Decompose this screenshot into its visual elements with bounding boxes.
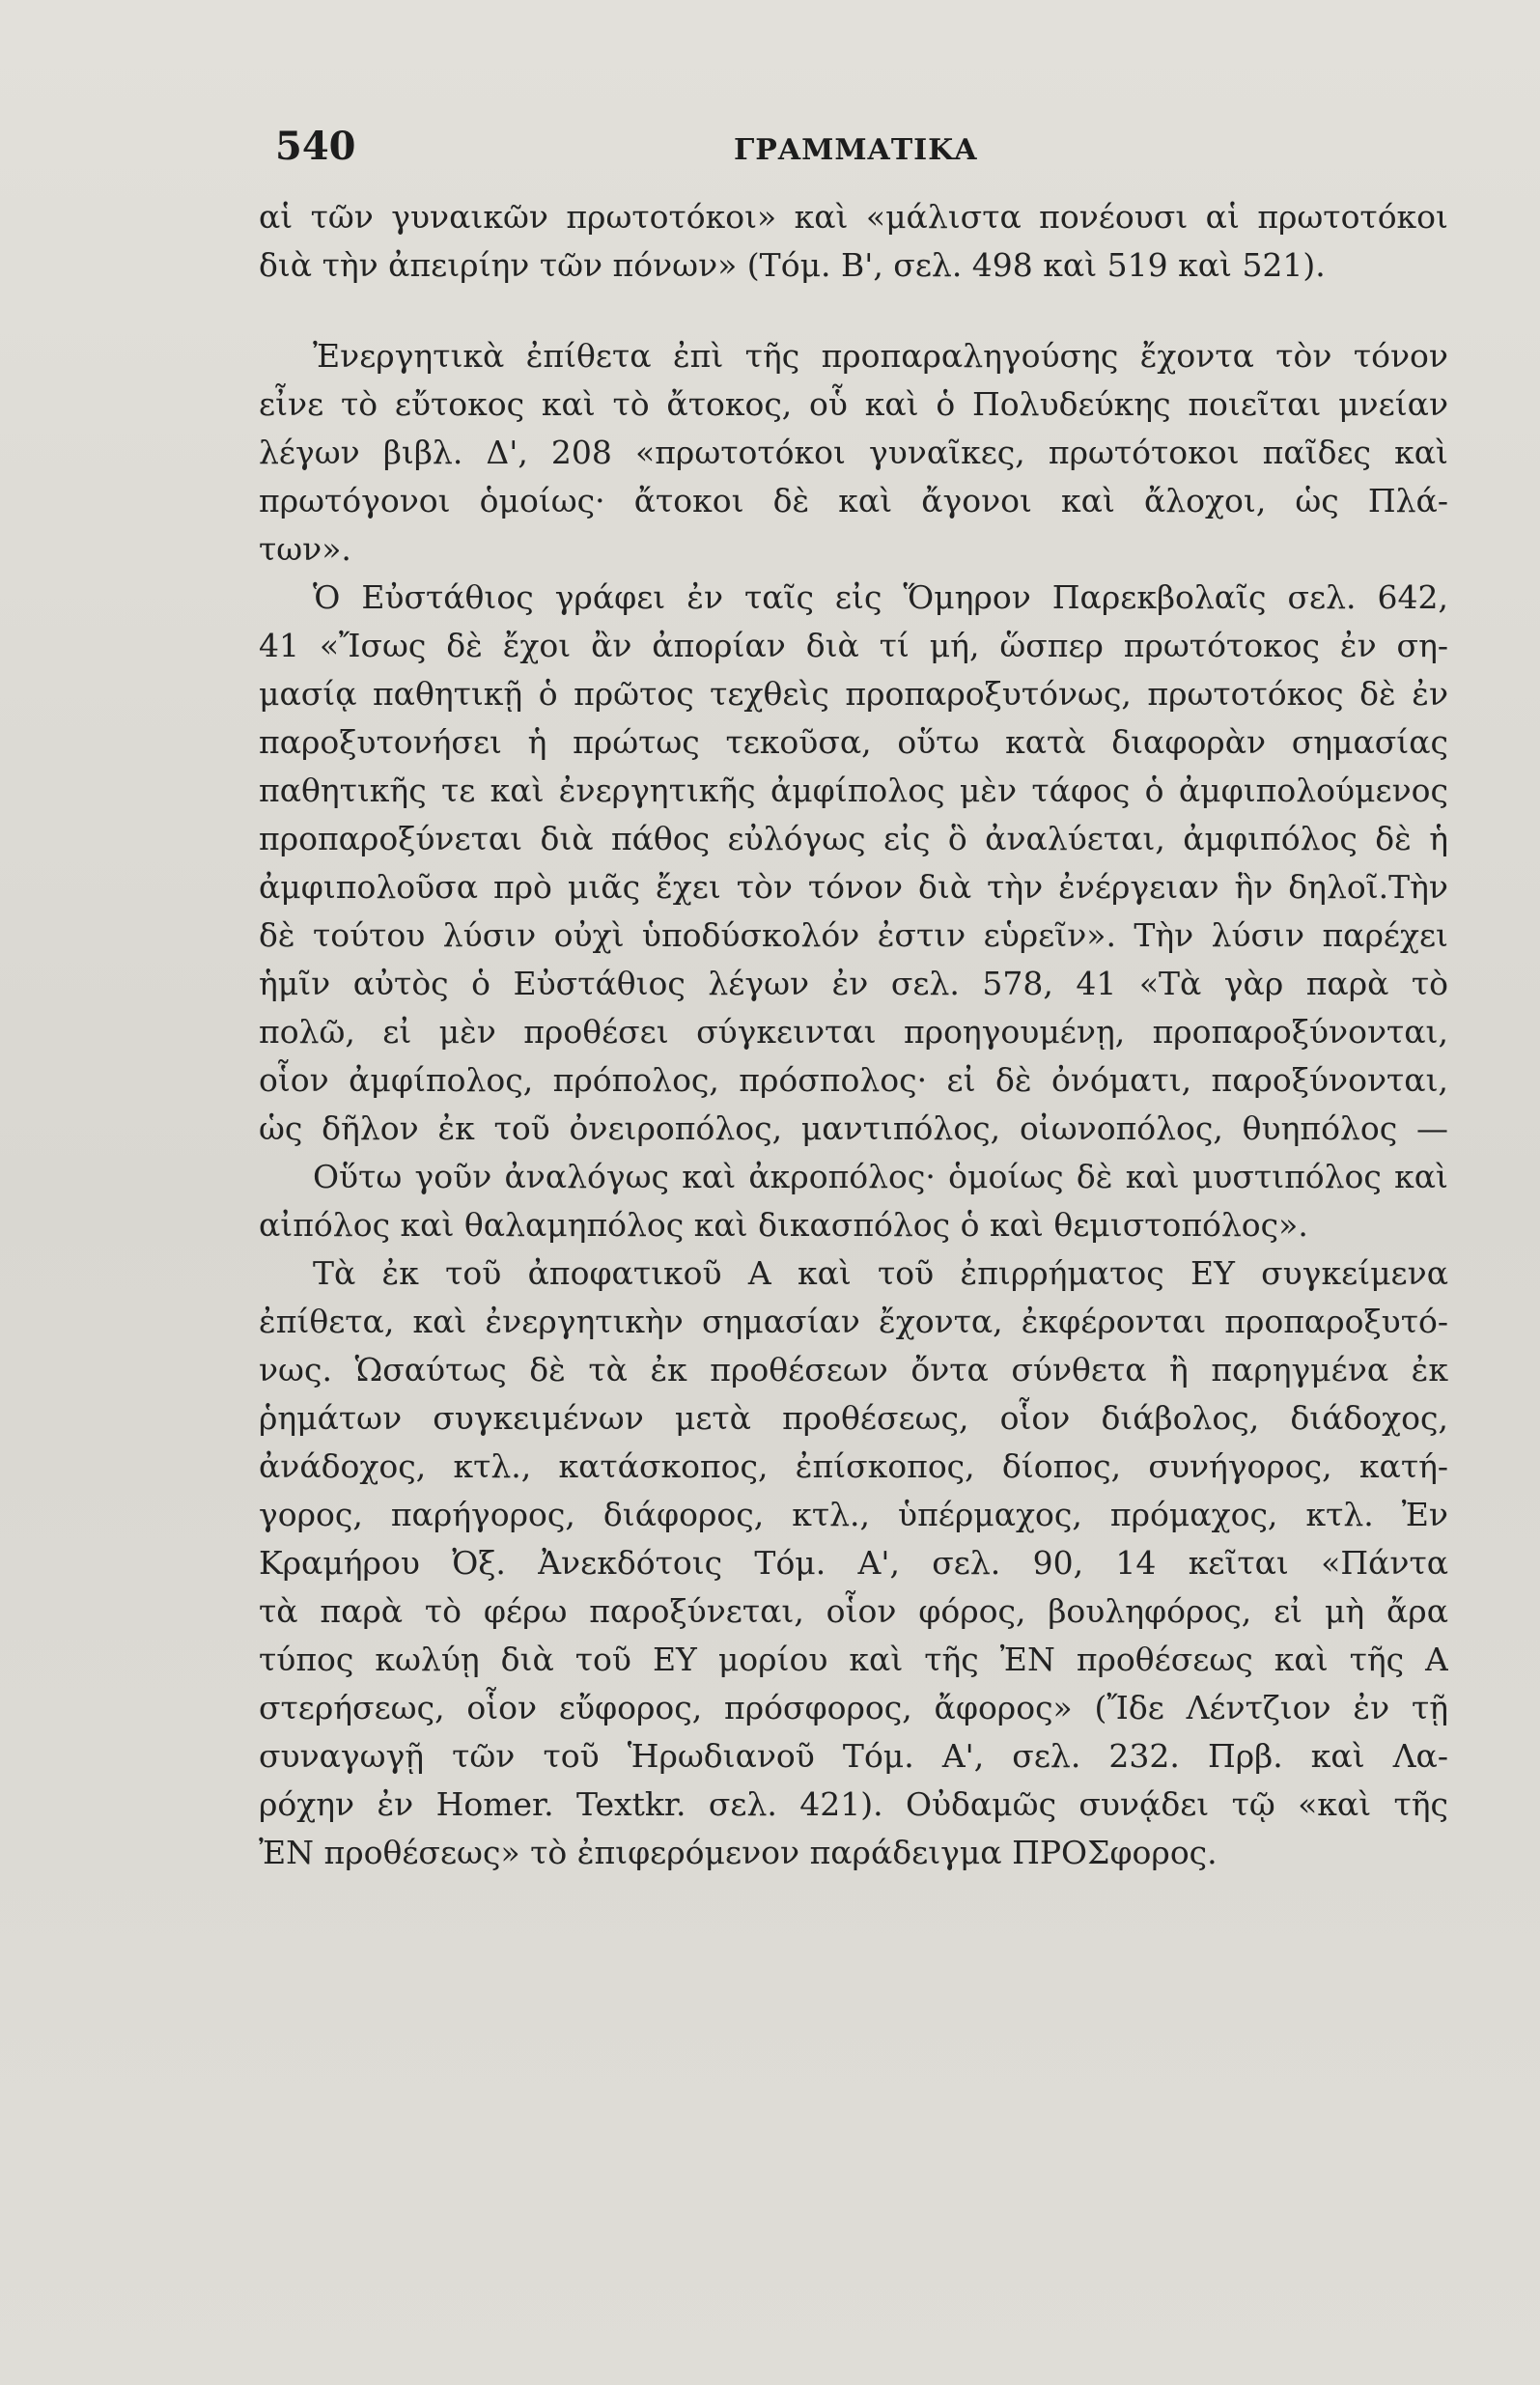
text-line: δὲ τούτου λύσιν οὐχὶ ὑποδύσκολόν ἐστιν εὑρεῖν». Τὴν λύσιν παρέχει [259,916,1448,954]
paragraph-4 [259,1249,1448,1877]
text-line: αἱ τῶν γυναικῶν πρωτοτόκοι» καὶ «μάλιστα πονέουσι αἱ πρωτοτόκοι [259,198,1448,236]
paragraph-3 [259,574,1448,1249]
text-line: τύπος κωλύῃ διὰ τοῦ ΕΥ μορίου καὶ τῆς ἘΝ προθέσεως καὶ τῆς Α [259,1641,1448,1678]
text-line: Κραμήρου Ὀξ. Ἀνεκδότοις Τόμ. Α', σελ. 90, 14 κεῖται «Πάντα [259,1544,1448,1582]
text-line: πολῶ, εἰ μὲν προθέσει σύγκεινται προηγουμένῃ, προπαροξύνονται, [259,1013,1448,1051]
body-text [259,193,1448,1877]
text-line: 41 «Ἴσως δὲ ἔχοι ἂν ἀπορίαν διὰ τί μή, ὥσπερ πρωτότοκος ἐν ση- [259,627,1448,664]
text-line: Ἐνεργητικὰ ἐπίθετα ἐπὶ τῆς προπαραληγούσης ἔχοντα τὸν τόνον [313,337,1448,375]
text-line: ἀμφιπολοῦσα πρὸ μιᾶς ἔχει τὸν τόνον διὰ τὴν ἐνέργειαν ἣν δηλοῖ.Τὴν [259,868,1448,906]
text-line: Ὁ Εὐστάθιος γράφει ἐν ταῖς εἰς Ὅμηρον Παρεκβολαῖς σελ. 642, [313,578,1448,616]
text-line: τὰ παρὰ τὸ φέρω παροξύνεται, οἷον φόρος, βουληφόρος, εἰ μὴ ἄρα [259,1592,1448,1630]
running-title: ΓΡΑΜΜΑΤΙΚΑ [734,133,978,167]
page-number: 540 [275,124,356,169]
text-line: παροξυτονήσει ἡ πρώτως τεκοῦσα, οὕτω κατὰ διαφορὰν σημασίας [259,723,1448,761]
text-line: στερήσεως, οἷον εὔφορος, πρόσφορος, ἄφορος» (Ἴδε Λέντζιον ἐν τῇ [259,1689,1448,1726]
text-line: πρωτόγονοι ὁμοίως· ἄτοκοι δὲ καὶ ἄγονοι καὶ ἄλοχοι, ὡς Πλά- [259,482,1448,519]
text-line: οἷον ἀμφίπολος, πρόπολος, πρόσπολος· εἰ δὲ ὀνόματι, παροξύνονται, [259,1061,1448,1099]
text-line: ὡς δῆλον ἐκ τοῦ ὀνειροπόλος, μαντιπόλος, οἰωνοπόλος, θυηπόλος — [259,1109,1448,1147]
text-line: λέγων βιβλ. Δ', 208 «πρωτοτόκοι γυναῖκες, πρωτότοκοι παῖδες καὶ [259,434,1448,471]
text-line: ἐπίθετα, καὶ ἐνεργητικὴν σημασίαν ἔχοντα, ἐκφέρονται προπαροξυτό- [259,1303,1448,1340]
text-line: Τὰ ἐκ τοῦ ἀποφατικοῦ Α καὶ τοῦ ἐπιρρήματος ΕΥ συγκείμενα [313,1254,1448,1292]
text-line: παθητικῆς τε καὶ ἐνεργητικῆς ἀμφίπολος μὲν τάφος ὁ ἀμφιπολούμενος [259,772,1448,809]
text-line: συναγωγῇ τῶν τοῦ Ἡρωδιανοῦ Τόμ. Α', σελ. 232. Πρβ. καὶ Λα- [259,1737,1448,1775]
text-line: ῥημάτων συγκειμένων μετὰ προθέσεως, οἷον διάβολος, διάδοχος, [259,1399,1448,1437]
paragraph-2 [259,332,1448,574]
text-line: προπαροξύνεται διὰ πάθος εὐλόγως εἰς ὃ ἀναλύεται, ἀμφιπόλος δὲ ἡ [259,820,1448,857]
text-line: ἀνάδοχος, κτλ., κατάσκοπος, ἐπίσκοπος, δίοπος, συνήγορος, κατή- [259,1447,1448,1485]
text-line: ἡμῖν αὐτὸς ὁ Εὐστάθιος λέγων ἐν σελ. 578, 41 «Τὰ γὰρ παρὰ τὸ [259,965,1448,1002]
text-line: αἰπόλος καὶ θαλαμηπόλος καὶ δικασπόλος ὁ καὶ θεμιστοπόλος». [259,1206,1308,1244]
text-line: των». [259,530,351,568]
page-header [275,124,1443,182]
text-line: γορος, παρήγορος, διάφορος, κτλ., ὑπέρμαχος, πρόμαχος, κτλ. Ἐν [259,1496,1448,1533]
text-line: εἶνε τὸ εὔτοκος καὶ τὸ ἄτοκος, οὗ καὶ ὁ Πολυδεύκης ποιεῖται μνείαν [259,385,1448,423]
text-line: μασίᾳ παθητικῇ ὁ πρῶτος τεχθεὶς προπαροξυτόνως, πρωτοτόκος δὲ ἐν [259,675,1448,713]
text-line: Οὕτω γοῦν ἀναλόγως καὶ ἀκροπόλος· ὁμοίως δὲ καὶ μυστιπόλος καὶ [313,1158,1448,1195]
text-line: ἘΝ προθέσεως» τὸ ἐπιφερόμενον παράδειγμα ΠΡΟΣφορος. [259,1834,1218,1871]
text-line: διὰ τὴν ἀπειρίην τῶν πόνων» (Τόμ. Β', σελ. 498 καὶ 519 καὶ 521). [259,246,1326,284]
text-line: ρόχην ἐν Homer. Textkr. σελ. 421). Οὐδαμῶς συνᾴδει τῷ «καὶ τῆς [259,1785,1448,1823]
text-line: νως. Ὡσαύτως δὲ τὰ ἐκ προθέσεων ὄντα σύνθετα ἢ παρηγμένα ἐκ [259,1351,1448,1389]
paragraph-1 [259,193,1448,290]
